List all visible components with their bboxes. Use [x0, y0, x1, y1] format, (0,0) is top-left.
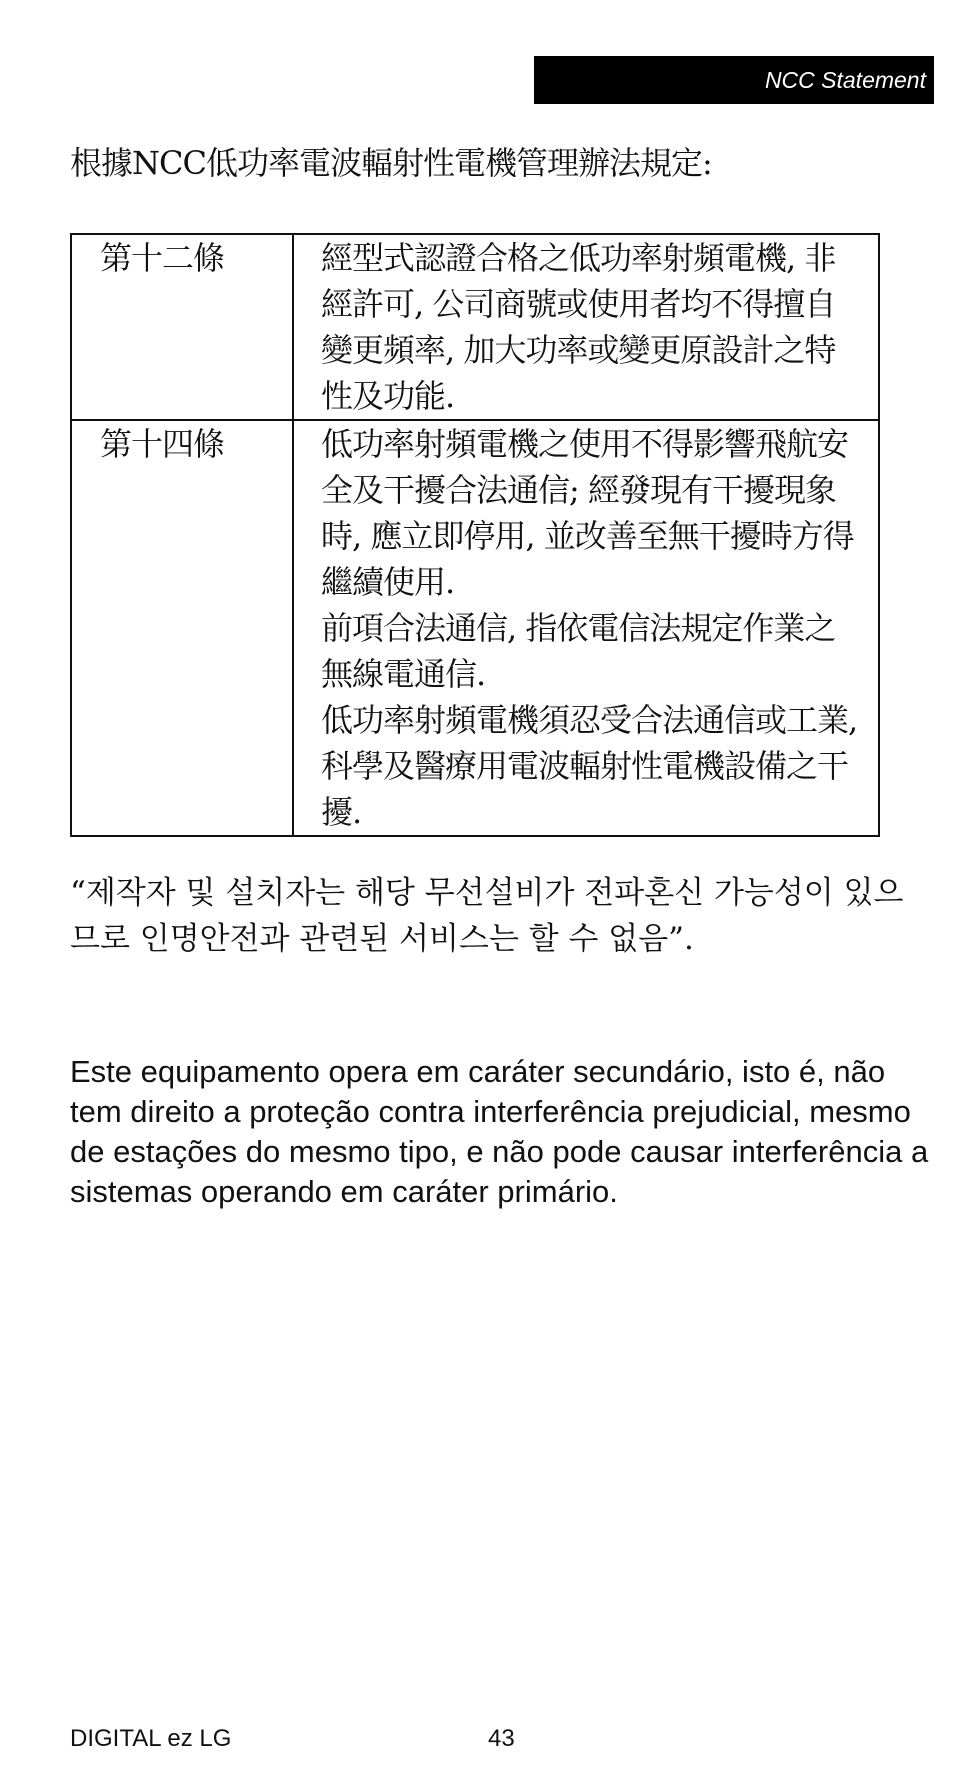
article-paragraph: 低功率射頻電機之使用不得影響飛航安全及干擾合法通信; 經發現有干擾現象時, 應立即停用, 並改善至無干擾時方得繼續使用.	[321, 425, 854, 601]
ncc-intro-text: 根據NCC低功率電波輻射性電機管理辦法規定:	[70, 144, 712, 182]
table-row	[71, 234, 879, 420]
section-header-bar	[534, 56, 934, 104]
article-number: 第十四條	[71, 420, 293, 836]
article-text	[293, 420, 879, 836]
footer-page-number: 43	[488, 1725, 515, 1752]
article-text	[293, 234, 879, 420]
portuguese-notice: Este equipamento opera em caráter secundário, isto é, não tem direito a proteção contra interferência prejudicial, mesmo de estações do mesmo tipo, e não pode causar interferência a sistemas operando em caráter primário.	[70, 1054, 929, 1209]
section-title: NCC Statement	[764, 66, 926, 93]
article-paragraph: 低功率射頻電機須忍受合法通信或工業, 科學及醫療用電波輻射性電機設備之干擾.	[321, 701, 858, 831]
korean-notice: “제작자 및 설치자는 해당 무선설비가 전파혼신 가능성이 있으므로 인명안전과 관련된 서비스는 할 수 없음”.	[70, 875, 904, 957]
article-number: 第十二條	[71, 234, 293, 420]
ncc-rules-table	[70, 233, 880, 837]
table-row	[71, 420, 879, 836]
article-paragraph: 前項合法通信, 指依電信法規定作業之無線電通信.	[321, 609, 836, 693]
footer-product-name: DIGITAL ez LG	[70, 1725, 232, 1752]
article-paragraph: 經型式認證合格之低功率射頻電機, 非經許可, 公司商號或使用者均不得擅自變更頻率, 加大功率或變更原設計之特性及功能.	[321, 239, 836, 415]
